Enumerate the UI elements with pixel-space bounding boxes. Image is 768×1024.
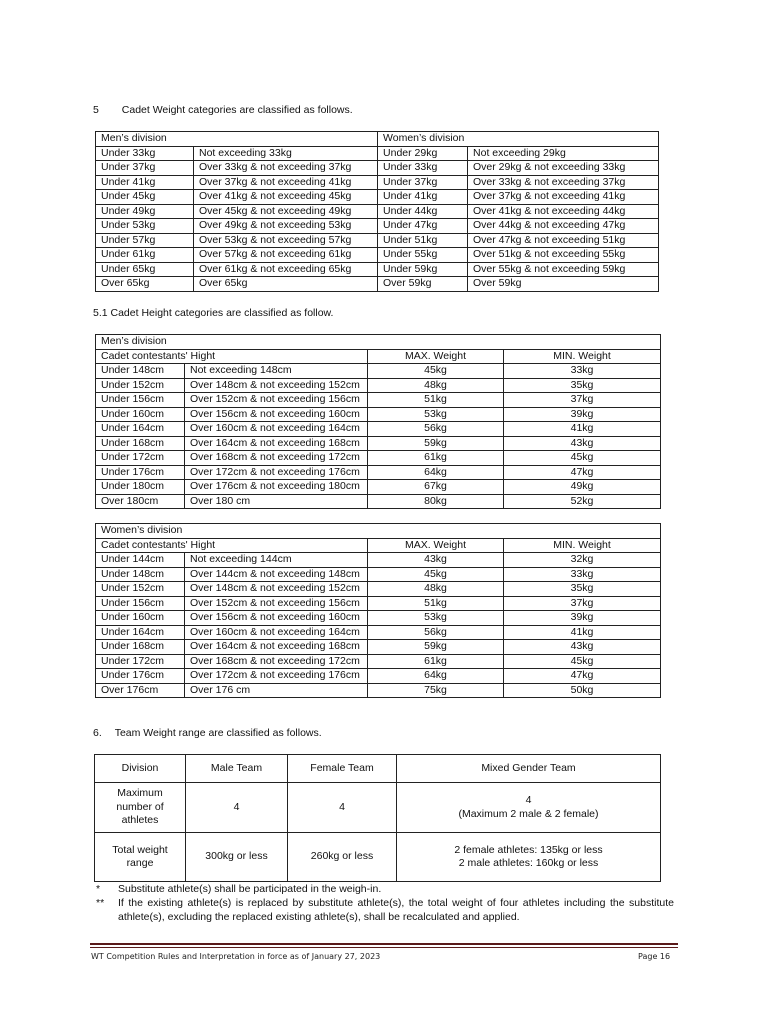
table-cell: 43kg (504, 436, 661, 451)
table-cell: Over 176cm (96, 683, 185, 698)
height-category-row (96, 407, 661, 422)
section-title: Team Weight range are classified as follows. (114, 727, 322, 739)
table-cell: Under 176cm (96, 669, 185, 684)
table-cell: 47kg (504, 669, 661, 684)
height-category-row (96, 465, 661, 480)
height-category-row (96, 683, 661, 698)
mixed-max-detail: (Maximum 2 male & 2 female) (458, 807, 599, 820)
mixed-team-header: Mixed Gender Team (397, 755, 661, 783)
weight-category-row (96, 161, 659, 176)
height-category-row (96, 393, 661, 408)
table-cell: Under 180cm (96, 480, 185, 495)
table-cell: Under 55kg (378, 248, 468, 263)
table-cell: Under 41kg (378, 190, 468, 205)
page-number: Page 16 (638, 952, 671, 961)
table-cell: Under 172cm (96, 654, 185, 669)
weight-category-row (96, 204, 659, 219)
table-cell: Under 44kg (378, 204, 468, 219)
table-cell: Over 160cm & not exceeding 164cm (185, 625, 368, 640)
weight-category-row (96, 262, 659, 277)
table-cell: 37kg (504, 596, 661, 611)
footer-rule (90, 943, 678, 945)
height-category-row (96, 669, 661, 684)
max-athletes-label: Maximum number of athletes (95, 783, 186, 833)
table-cell: 47kg (504, 465, 661, 480)
table-cell: 48kg (368, 378, 504, 393)
table-cell: Under 37kg (96, 161, 194, 176)
table-header-row (96, 132, 659, 147)
table-cell: Under 152cm (96, 378, 185, 393)
table-cell: 39kg (504, 611, 661, 626)
mixed-male-weight: 2 male athletes: 160kg or less (458, 857, 599, 869)
min-weight-header: MIN. Weight (504, 538, 661, 553)
table-cell: Over 33kg & not exceeding 37kg (468, 175, 659, 190)
section-6-heading (93, 727, 322, 739)
table-cell: Under 144cm (96, 553, 185, 568)
table-cell: 33kg (504, 364, 661, 379)
table-cell: 43kg (504, 640, 661, 655)
table-cell: Not exceeding 148cm (185, 364, 368, 379)
column-header-row (96, 538, 661, 553)
table-cell: 48kg (368, 582, 504, 597)
table-cell: 64kg (368, 465, 504, 480)
max-weight-header: MAX. Weight (368, 538, 504, 553)
table-cell: Over 148cm & not exceeding 152cm (185, 582, 368, 597)
height-column-header: Cadet contestants' Hight (96, 349, 368, 364)
max-weight-header: MAX. Weight (368, 349, 504, 364)
height-category-row (96, 596, 661, 611)
table-cell: 67kg (368, 480, 504, 495)
table-cell: Under 164cm (96, 625, 185, 640)
table-cell: 41kg (504, 422, 661, 437)
section-5-heading (93, 104, 353, 116)
table-cell: 33kg (504, 567, 661, 582)
table-cell: Over 164cm & not exceeding 168cm (185, 436, 368, 451)
table-cell: Over 168cm & not exceeding 172cm (185, 451, 368, 466)
mixed-max-athletes (397, 783, 661, 833)
table-cell: Over 172cm & not exceeding 176cm (185, 465, 368, 480)
table-cell: Under 51kg (378, 233, 468, 248)
table-cell: 51kg (368, 596, 504, 611)
table-cell: Over 176 cm (185, 683, 368, 698)
mens-division-header: Men’s division (96, 132, 378, 147)
table-cell: Over 49kg & not exceeding 53kg (194, 219, 378, 234)
section-number: 6. (93, 727, 102, 739)
height-category-row (96, 640, 661, 655)
total-weight-row (95, 833, 661, 882)
table-cell: 59kg (368, 436, 504, 451)
table-cell: Under 59kg (378, 262, 468, 277)
table-cell: Under 152cm (96, 582, 185, 597)
table-cell: Over 144cm & not exceeding 148cm (185, 567, 368, 582)
height-category-row (96, 625, 661, 640)
note-2-text: If the existing athlete(s) is replaced by substitute athlete(s), the total weight of four athletes including the substitute athlete(s), excluding the replaced existing athlete(s), shall be recalculated and applied. (118, 897, 674, 923)
weight-category-row (96, 277, 659, 292)
note-1-text: Substitute athlete(s) shall be participated in the weigh-in. (118, 883, 382, 895)
table-cell: 45kg (368, 567, 504, 582)
table-cell: 53kg (368, 611, 504, 626)
table-cell: Over 44kg & not exceeding 47kg (468, 219, 659, 234)
table-cell: 37kg (504, 393, 661, 408)
male-total-weight: 300kg or less (186, 833, 288, 882)
table-cell: Over 168cm & not exceeding 172cm (185, 654, 368, 669)
height-category-row (96, 364, 661, 379)
table-cell: Over 45kg & not exceeding 49kg (194, 204, 378, 219)
male-max-athletes: 4 (186, 783, 288, 833)
team-header-row (95, 755, 661, 783)
table-cell: Over 180 cm (185, 494, 368, 509)
weight-category-row (96, 233, 659, 248)
table-cell: 43kg (368, 553, 504, 568)
section-title: Cadet Weight categories are classified as follows. (121, 104, 353, 116)
table-cell: 35kg (504, 378, 661, 393)
table-cell: Over 148cm & not exceeding 152cm (185, 378, 368, 393)
table-cell: 61kg (368, 654, 504, 669)
table-cell: Over 176cm & not exceeding 180cm (185, 480, 368, 495)
height-category-row (96, 654, 661, 669)
table-cell: Not exceeding 33kg (194, 146, 378, 161)
table-cell: Under 156cm (96, 393, 185, 408)
height-category-row (96, 494, 661, 509)
height-category-row (96, 422, 661, 437)
height-category-row (96, 451, 661, 466)
table-cell: 32kg (504, 553, 661, 568)
table-cell: Over 65kg (194, 277, 378, 292)
table-cell: 51kg (368, 393, 504, 408)
division-row (96, 524, 661, 539)
note-1-marker: * (96, 883, 101, 895)
men-division-label: Men’s division (96, 335, 661, 350)
weight-category-row (96, 219, 659, 234)
weight-category-row (96, 248, 659, 263)
table-cell: Under 33kg (96, 146, 194, 161)
table-cell: Under 57kg (96, 233, 194, 248)
table-cell: Over 33kg & not exceeding 37kg (194, 161, 378, 176)
table-cell: Under 47kg (378, 219, 468, 234)
table-cell: Under 65kg (96, 262, 194, 277)
table-cell: Over 65kg (96, 277, 194, 292)
table-cell: 52kg (504, 494, 661, 509)
table-cell: 64kg (368, 669, 504, 684)
womens-division-header: Women’s division (378, 132, 659, 147)
total-weight-label: Total weight range (95, 833, 186, 882)
table-cell: Over 164cm & not exceeding 168cm (185, 640, 368, 655)
mixed-female-weight: 2 female athletes: 135kg or less (454, 843, 603, 856)
max-athletes-row (95, 783, 661, 833)
table-cell: Over 53kg & not exceeding 57kg (194, 233, 378, 248)
table-cell: Under 148cm (96, 567, 185, 582)
table-cell: Over 29kg & not exceeding 33kg (468, 161, 659, 176)
footer-rule-thin (90, 947, 678, 948)
table-cell: Under 41kg (96, 175, 194, 190)
table-cell: Under 53kg (96, 219, 194, 234)
table-cell: Over 156cm & not exceeding 160cm (185, 407, 368, 422)
male-team-header: Male Team (186, 755, 288, 783)
weight-category-row (96, 146, 659, 161)
table-cell: Over 47kg & not exceeding 51kg (468, 233, 659, 248)
height-category-row (96, 582, 661, 597)
table-cell: Over 37kg & not exceeding 41kg (194, 175, 378, 190)
division-row (96, 335, 661, 350)
table-cell: Under 160cm (96, 611, 185, 626)
table-cell: Over 51kg & not exceeding 55kg (468, 248, 659, 263)
mixed-total-weight (397, 833, 661, 882)
table-cell: Over 180cm (96, 494, 185, 509)
height-column-header: Cadet contestants' Hight (96, 538, 368, 553)
table-cell: Over 156cm & not exceeding 160cm (185, 611, 368, 626)
table-cell: Over 61kg & not exceeding 65kg (194, 262, 378, 277)
table-cell: 56kg (368, 422, 504, 437)
table-cell: 75kg (368, 683, 504, 698)
footer-title: WT Competition Rules and Interpretation in force as of January 27, 2023 (91, 952, 381, 961)
table-cell: Not exceeding 144cm (185, 553, 368, 568)
mixed-max-value: 4 (525, 794, 532, 806)
team-weight-table (94, 754, 661, 882)
table-cell: 45kg (504, 654, 661, 669)
table-cell: Under 148cm (96, 364, 185, 379)
table-cell: 56kg (368, 625, 504, 640)
table-cell: Under 37kg (378, 175, 468, 190)
table-cell: 50kg (504, 683, 661, 698)
table-cell: Over 172cm & not exceeding 176cm (185, 669, 368, 684)
table-cell: Under 168cm (96, 640, 185, 655)
table-cell: 61kg (368, 451, 504, 466)
height-category-row (96, 378, 661, 393)
division-header: Division (95, 755, 186, 783)
cadet-weight-table (95, 131, 659, 292)
height-category-row (96, 611, 661, 626)
table-cell: Over 57kg & not exceeding 61kg (194, 248, 378, 263)
table-cell: Under 33kg (378, 161, 468, 176)
table-cell: 59kg (368, 640, 504, 655)
table-cell: 45kg (368, 364, 504, 379)
table-cell: Under 176cm (96, 465, 185, 480)
table-cell: Over 152cm & not exceeding 156cm (185, 596, 368, 611)
table-cell: 35kg (504, 582, 661, 597)
table-cell: Under 61kg (96, 248, 194, 263)
table-cell: Under 49kg (96, 204, 194, 219)
weight-category-row (96, 190, 659, 205)
table-cell: Under 156cm (96, 596, 185, 611)
table-cell: Under 164cm (96, 422, 185, 437)
table-cell: Over 55kg & not exceeding 59kg (468, 262, 659, 277)
table-cell: Over 160cm & not exceeding 164cm (185, 422, 368, 437)
table-cell: Over 59kg (378, 277, 468, 292)
table-cell: Under 160cm (96, 407, 185, 422)
height-category-row (96, 553, 661, 568)
min-weight-header: MIN. Weight (504, 349, 661, 364)
women-division-label: Women’s division (96, 524, 661, 539)
women-height-table (95, 523, 661, 698)
height-category-row (96, 436, 661, 451)
section-number: 5 (93, 104, 99, 116)
column-header-row (96, 349, 661, 364)
table-cell: Over 37kg & not exceeding 41kg (468, 190, 659, 205)
table-cell: Under 168cm (96, 436, 185, 451)
female-max-athletes: 4 (288, 783, 397, 833)
table-cell: 41kg (504, 625, 661, 640)
section-5-1-heading: 5.1 Cadet Height categories are classified as follow. (93, 307, 334, 319)
table-cell: Over 41kg & not exceeding 44kg (468, 204, 659, 219)
table-cell: Under 45kg (96, 190, 194, 205)
table-cell: 49kg (504, 480, 661, 495)
table-cell: 39kg (504, 407, 661, 422)
table-cell: Not exceeding 29kg (468, 146, 659, 161)
table-cell: 45kg (504, 451, 661, 466)
table-cell: Over 152cm & not exceeding 156cm (185, 393, 368, 408)
weight-category-row (96, 175, 659, 190)
height-category-row (96, 567, 661, 582)
table-cell: Over 41kg & not exceeding 45kg (194, 190, 378, 205)
men-height-table (95, 334, 661, 509)
table-cell: Under 29kg (378, 146, 468, 161)
table-cell: 80kg (368, 494, 504, 509)
female-total-weight: 260kg or less (288, 833, 397, 882)
height-category-row (96, 480, 661, 495)
female-team-header: Female Team (288, 755, 397, 783)
note-2-marker: ** (96, 897, 105, 909)
table-cell: 53kg (368, 407, 504, 422)
table-cell: Under 172cm (96, 451, 185, 466)
table-cell: Over 59kg (468, 277, 659, 292)
